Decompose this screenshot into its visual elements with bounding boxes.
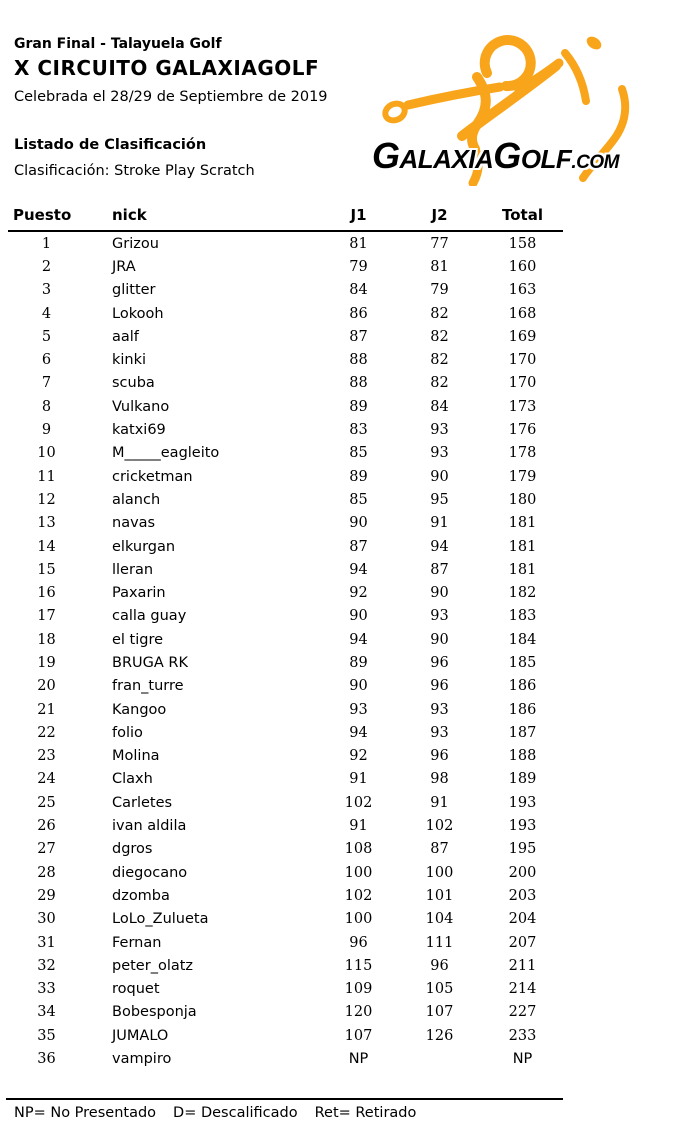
cell-nick: dgros — [112, 841, 153, 858]
cell-total: 193 — [508, 794, 537, 811]
cell-puesto: 9 — [41, 422, 52, 439]
cell-total: 183 — [508, 608, 537, 625]
table-row — [8, 279, 563, 302]
cell-j1: 85 — [349, 491, 368, 508]
cell-nick: katxi69 — [112, 422, 166, 439]
cell-nick: Grizou — [112, 235, 159, 252]
cell-j2: 93 — [430, 724, 449, 741]
cell-nick: Kangoo — [112, 701, 167, 718]
table-row — [8, 1001, 563, 1024]
table-row — [8, 675, 563, 698]
table-row — [8, 698, 563, 721]
cell-j2: 87 — [430, 841, 449, 858]
cell-j2: 90 — [430, 585, 449, 602]
cell-j2: 87 — [430, 561, 449, 578]
table-header-row — [8, 204, 563, 231]
cell-puesto: 20 — [37, 678, 56, 695]
cell-j1: 109 — [344, 981, 373, 998]
footer-divider — [6, 1098, 563, 1100]
page-title: X CIRCUITO GALAXIAGOLF — [14, 56, 320, 80]
cell-puesto: 6 — [41, 352, 52, 369]
table-row — [8, 465, 563, 488]
cell-puesto: 19 — [37, 654, 56, 671]
cell-nick: cricketman — [112, 468, 193, 485]
cell-j1: 87 — [349, 538, 368, 555]
cell-j2: 126 — [425, 1027, 454, 1044]
cell-j1: 90 — [349, 678, 368, 695]
cell-j1: 102 — [344, 794, 373, 811]
cell-total: 187 — [508, 724, 537, 741]
cell-j1: 85 — [349, 445, 368, 462]
table-row — [8, 535, 563, 558]
date-line: Celebrada el 28/29 de Septiembre de 2019 — [14, 89, 328, 105]
cell-total: 185 — [508, 654, 537, 671]
table-row — [8, 651, 563, 674]
column-header-j1: J1 — [320, 204, 397, 231]
cell-total: NP — [512, 1051, 533, 1068]
cell-nick: Fernan — [112, 934, 162, 951]
event-line: Gran Final - Talayuela Golf — [14, 36, 222, 52]
cell-j2: 95 — [430, 491, 449, 508]
cell-total: 189 — [508, 771, 537, 788]
table-row — [8, 442, 563, 465]
cell-j1: 87 — [349, 328, 368, 345]
cell-puesto: 3 — [41, 282, 52, 299]
table-row — [8, 231, 563, 255]
cell-j2: 94 — [430, 538, 449, 555]
cell-j2: 82 — [430, 375, 449, 392]
cell-puesto: 8 — [41, 398, 52, 415]
table-row — [8, 395, 563, 418]
cell-j1: 88 — [349, 352, 368, 369]
cell-total: 200 — [508, 864, 537, 881]
cell-total: 170 — [508, 352, 537, 369]
cell-total: 168 — [508, 305, 537, 322]
cell-nick: fran_turre — [112, 678, 184, 695]
logo-letter-g1: G — [372, 135, 400, 176]
cell-total: 179 — [508, 468, 537, 485]
table-row — [8, 745, 563, 768]
cell-nick: alanch — [112, 491, 161, 508]
cell-total: 227 — [508, 1004, 537, 1021]
cell-j1: 102 — [344, 887, 373, 904]
cell-total: 186 — [508, 701, 537, 718]
cell-total: 214 — [508, 981, 537, 998]
legend-item: Ret= Retirado — [314, 1105, 417, 1121]
results-table-body — [8, 231, 563, 1071]
cell-j1: 79 — [349, 258, 368, 275]
cell-nick: lleran — [112, 561, 154, 578]
cell-total: 181 — [508, 561, 537, 578]
cell-nick: elkurgan — [112, 538, 176, 555]
column-header-total: Total — [482, 204, 563, 231]
cell-j1: 89 — [349, 398, 368, 415]
cell-j2: 91 — [430, 794, 449, 811]
cell-j2: 96 — [430, 748, 449, 765]
cell-j1: 92 — [349, 585, 368, 602]
cell-j2: 84 — [430, 398, 449, 415]
cell-j1: 90 — [349, 515, 368, 532]
table-row — [8, 1047, 563, 1070]
cell-j1: 94 — [349, 631, 368, 648]
cell-j2: 77 — [430, 235, 449, 252]
cell-nick: Molina — [112, 748, 160, 765]
cell-nick: JRA — [112, 258, 136, 275]
cell-total: 160 — [508, 258, 537, 275]
table-row — [8, 791, 563, 814]
cell-total: 204 — [508, 911, 537, 928]
cell-nick: JUMALO — [112, 1027, 169, 1044]
cell-j2: 93 — [430, 445, 449, 462]
cell-puesto: 11 — [37, 468, 56, 485]
cell-puesto: 24 — [37, 771, 56, 788]
table-row — [8, 302, 563, 325]
cell-total: 195 — [508, 841, 537, 858]
cell-j2: 96 — [430, 957, 449, 974]
cell-total: 188 — [508, 748, 537, 765]
cell-puesto: 34 — [37, 1004, 56, 1021]
cell-j1: 96 — [349, 934, 368, 951]
table-row — [8, 721, 563, 744]
cell-j2: 93 — [430, 608, 449, 625]
cell-puesto: 33 — [37, 981, 56, 998]
table-row — [8, 884, 563, 907]
cell-j1: 84 — [349, 282, 368, 299]
cell-puesto: 2 — [41, 258, 52, 275]
cell-j2: 90 — [430, 631, 449, 648]
table-row — [8, 605, 563, 628]
cell-nick: navas — [112, 515, 156, 532]
logo-wordmark — [372, 135, 619, 176]
legend-item: D= Descalificado — [173, 1105, 298, 1121]
cell-j1: 89 — [349, 654, 368, 671]
cell-puesto: 13 — [37, 515, 56, 532]
listing-label: Listado de Clasificación — [14, 137, 207, 153]
cell-j1: 86 — [349, 305, 368, 322]
cell-total: 181 — [508, 538, 537, 555]
table-row — [8, 418, 563, 441]
cell-j1: 94 — [349, 724, 368, 741]
cell-j1: 90 — [349, 608, 368, 625]
cell-nick: Lokooh — [112, 305, 164, 322]
column-header-j2: J2 — [397, 204, 482, 231]
cell-nick: ivan aldila — [112, 818, 187, 835]
cell-total: 186 — [508, 678, 537, 695]
cell-puesto: 21 — [37, 701, 56, 718]
cell-total: 233 — [508, 1027, 537, 1044]
cell-j2: 100 — [425, 864, 454, 881]
cell-puesto: 26 — [37, 818, 56, 835]
cell-j2: 91 — [430, 515, 449, 532]
cell-total: 181 — [508, 515, 537, 532]
table-row — [8, 325, 563, 348]
cell-j2: 93 — [430, 701, 449, 718]
cell-total: 180 — [508, 491, 537, 508]
table-row — [8, 558, 563, 581]
cell-nick: Carletes — [112, 794, 173, 811]
cell-j1: 83 — [349, 422, 368, 439]
table-row — [8, 628, 563, 651]
table-row — [8, 768, 563, 791]
table-row — [8, 512, 563, 535]
cell-total: 158 — [508, 235, 537, 252]
cell-j1: 91 — [349, 771, 368, 788]
cell-j2: 98 — [430, 771, 449, 788]
cell-puesto: 28 — [37, 864, 56, 881]
cell-total: 182 — [508, 585, 537, 602]
cell-nick: Claxh — [112, 771, 153, 788]
cell-nick: calla guay — [112, 608, 187, 625]
cell-puesto: 18 — [37, 631, 56, 648]
logo-segment-olf: OLF — [520, 144, 572, 174]
cell-puesto: 32 — [37, 957, 56, 974]
cell-puesto: 30 — [37, 911, 56, 928]
cell-nick: vampiro — [112, 1051, 172, 1068]
cell-puesto: 10 — [37, 445, 56, 462]
table-row — [8, 861, 563, 884]
cell-j1: 107 — [344, 1027, 373, 1044]
cell-j1: 81 — [349, 235, 368, 252]
cell-nick: roquet — [112, 981, 160, 998]
cell-total: 203 — [508, 887, 537, 904]
cell-j2: 81 — [430, 258, 449, 275]
galaxiagolf-logo — [370, 4, 680, 190]
cell-nick: LoLo_Zulueta — [112, 911, 209, 928]
cell-puesto: 27 — [37, 841, 56, 858]
cell-nick: BRUGA RK — [112, 654, 188, 671]
cell-nick: M_____eagleito — [112, 445, 220, 462]
cell-j2: 104 — [425, 911, 454, 928]
cell-j2: 111 — [425, 934, 454, 951]
cell-j2: 96 — [430, 654, 449, 671]
table-row — [8, 255, 563, 278]
cell-j2 — [397, 1047, 482, 1070]
table-row — [8, 838, 563, 861]
cell-puesto: 1 — [41, 235, 52, 252]
cell-nick: kinki — [112, 352, 147, 369]
cell-puesto: 16 — [37, 585, 56, 602]
cell-nick: peter_olatz — [112, 957, 194, 974]
cell-j2: 105 — [425, 981, 454, 998]
logo-letter-g2: G — [493, 135, 521, 176]
cell-nick: aalf — [112, 328, 139, 345]
cell-puesto: 36 — [37, 1051, 56, 1068]
cell-total: 178 — [508, 445, 537, 462]
cell-puesto: 29 — [37, 887, 56, 904]
cell-puesto: 17 — [37, 608, 56, 625]
cell-nick: Bobesponja — [112, 1004, 197, 1021]
table-row — [8, 978, 563, 1001]
cell-total: 176 — [508, 422, 537, 439]
cell-nick: el tigre — [112, 631, 164, 648]
table-row — [8, 814, 563, 837]
cell-total: 184 — [508, 631, 537, 648]
cell-j1: NP — [348, 1051, 369, 1068]
cell-j2: 79 — [430, 282, 449, 299]
cell-total: 211 — [508, 957, 537, 974]
cell-nick: glitter — [112, 282, 156, 299]
cell-j1: 93 — [349, 701, 368, 718]
cell-total: 173 — [508, 398, 537, 415]
column-header-nick: nick — [85, 204, 320, 231]
cell-nick: scuba — [112, 375, 155, 392]
cell-total: 207 — [508, 934, 537, 951]
cell-j2: 82 — [430, 352, 449, 369]
cell-j2: 82 — [430, 305, 449, 322]
legend-item: NP= No Presentado — [14, 1105, 157, 1121]
table-row — [8, 488, 563, 511]
logo-tld: .COM — [571, 152, 619, 173]
table-row — [8, 908, 563, 931]
cell-j1: 100 — [344, 911, 373, 928]
cell-total: 169 — [508, 328, 537, 345]
legend — [14, 1105, 433, 1121]
cell-nick: diegocano — [112, 864, 188, 881]
cell-j2: 93 — [430, 422, 449, 439]
cell-nick: Paxarin — [112, 585, 166, 602]
cell-puesto: 5 — [41, 328, 52, 345]
cell-puesto: 15 — [37, 561, 56, 578]
cell-j1: 88 — [349, 375, 368, 392]
logo-segment-alaxia: ALAXIA — [399, 144, 494, 174]
cell-j1: 92 — [349, 748, 368, 765]
classification-table — [8, 204, 563, 1071]
cell-j1: 115 — [344, 957, 373, 974]
classification-line: Clasificación: Stroke Play Scratch — [14, 163, 255, 179]
cell-puesto: 12 — [37, 491, 56, 508]
cell-total: 193 — [508, 818, 537, 835]
cell-puesto: 35 — [37, 1027, 56, 1044]
cell-total: 163 — [508, 282, 537, 299]
cell-nick: dzomba — [112, 887, 170, 904]
cell-puesto: 4 — [41, 305, 52, 322]
table-row — [8, 1024, 563, 1047]
cell-j1: 94 — [349, 561, 368, 578]
cell-j1: 108 — [344, 841, 373, 858]
cell-nick: Vulkano — [112, 398, 170, 415]
cell-j1: 120 — [344, 1004, 373, 1021]
table-row — [8, 931, 563, 954]
cell-puesto: 14 — [37, 538, 56, 555]
cell-j1: 89 — [349, 468, 368, 485]
table-row — [8, 348, 563, 371]
cell-j2: 102 — [425, 818, 454, 835]
cell-j1: 91 — [349, 818, 368, 835]
cell-puesto: 22 — [37, 724, 56, 741]
cell-puesto: 31 — [37, 934, 56, 951]
cell-total: 170 — [508, 375, 537, 392]
cell-j1: 100 — [344, 864, 373, 881]
cell-nick: folio — [112, 724, 143, 741]
table-row — [8, 581, 563, 604]
cell-j2: 90 — [430, 468, 449, 485]
table-row — [8, 372, 563, 395]
cell-puesto: 23 — [37, 748, 56, 765]
cell-j2: 96 — [430, 678, 449, 695]
column-header-puesto: Puesto — [8, 204, 85, 231]
table-row — [8, 954, 563, 977]
cell-j2: 82 — [430, 328, 449, 345]
cell-j2: 107 — [425, 1004, 454, 1021]
cell-puesto: 7 — [41, 375, 52, 392]
cell-puesto: 25 — [37, 794, 56, 811]
cell-j2: 101 — [425, 887, 454, 904]
